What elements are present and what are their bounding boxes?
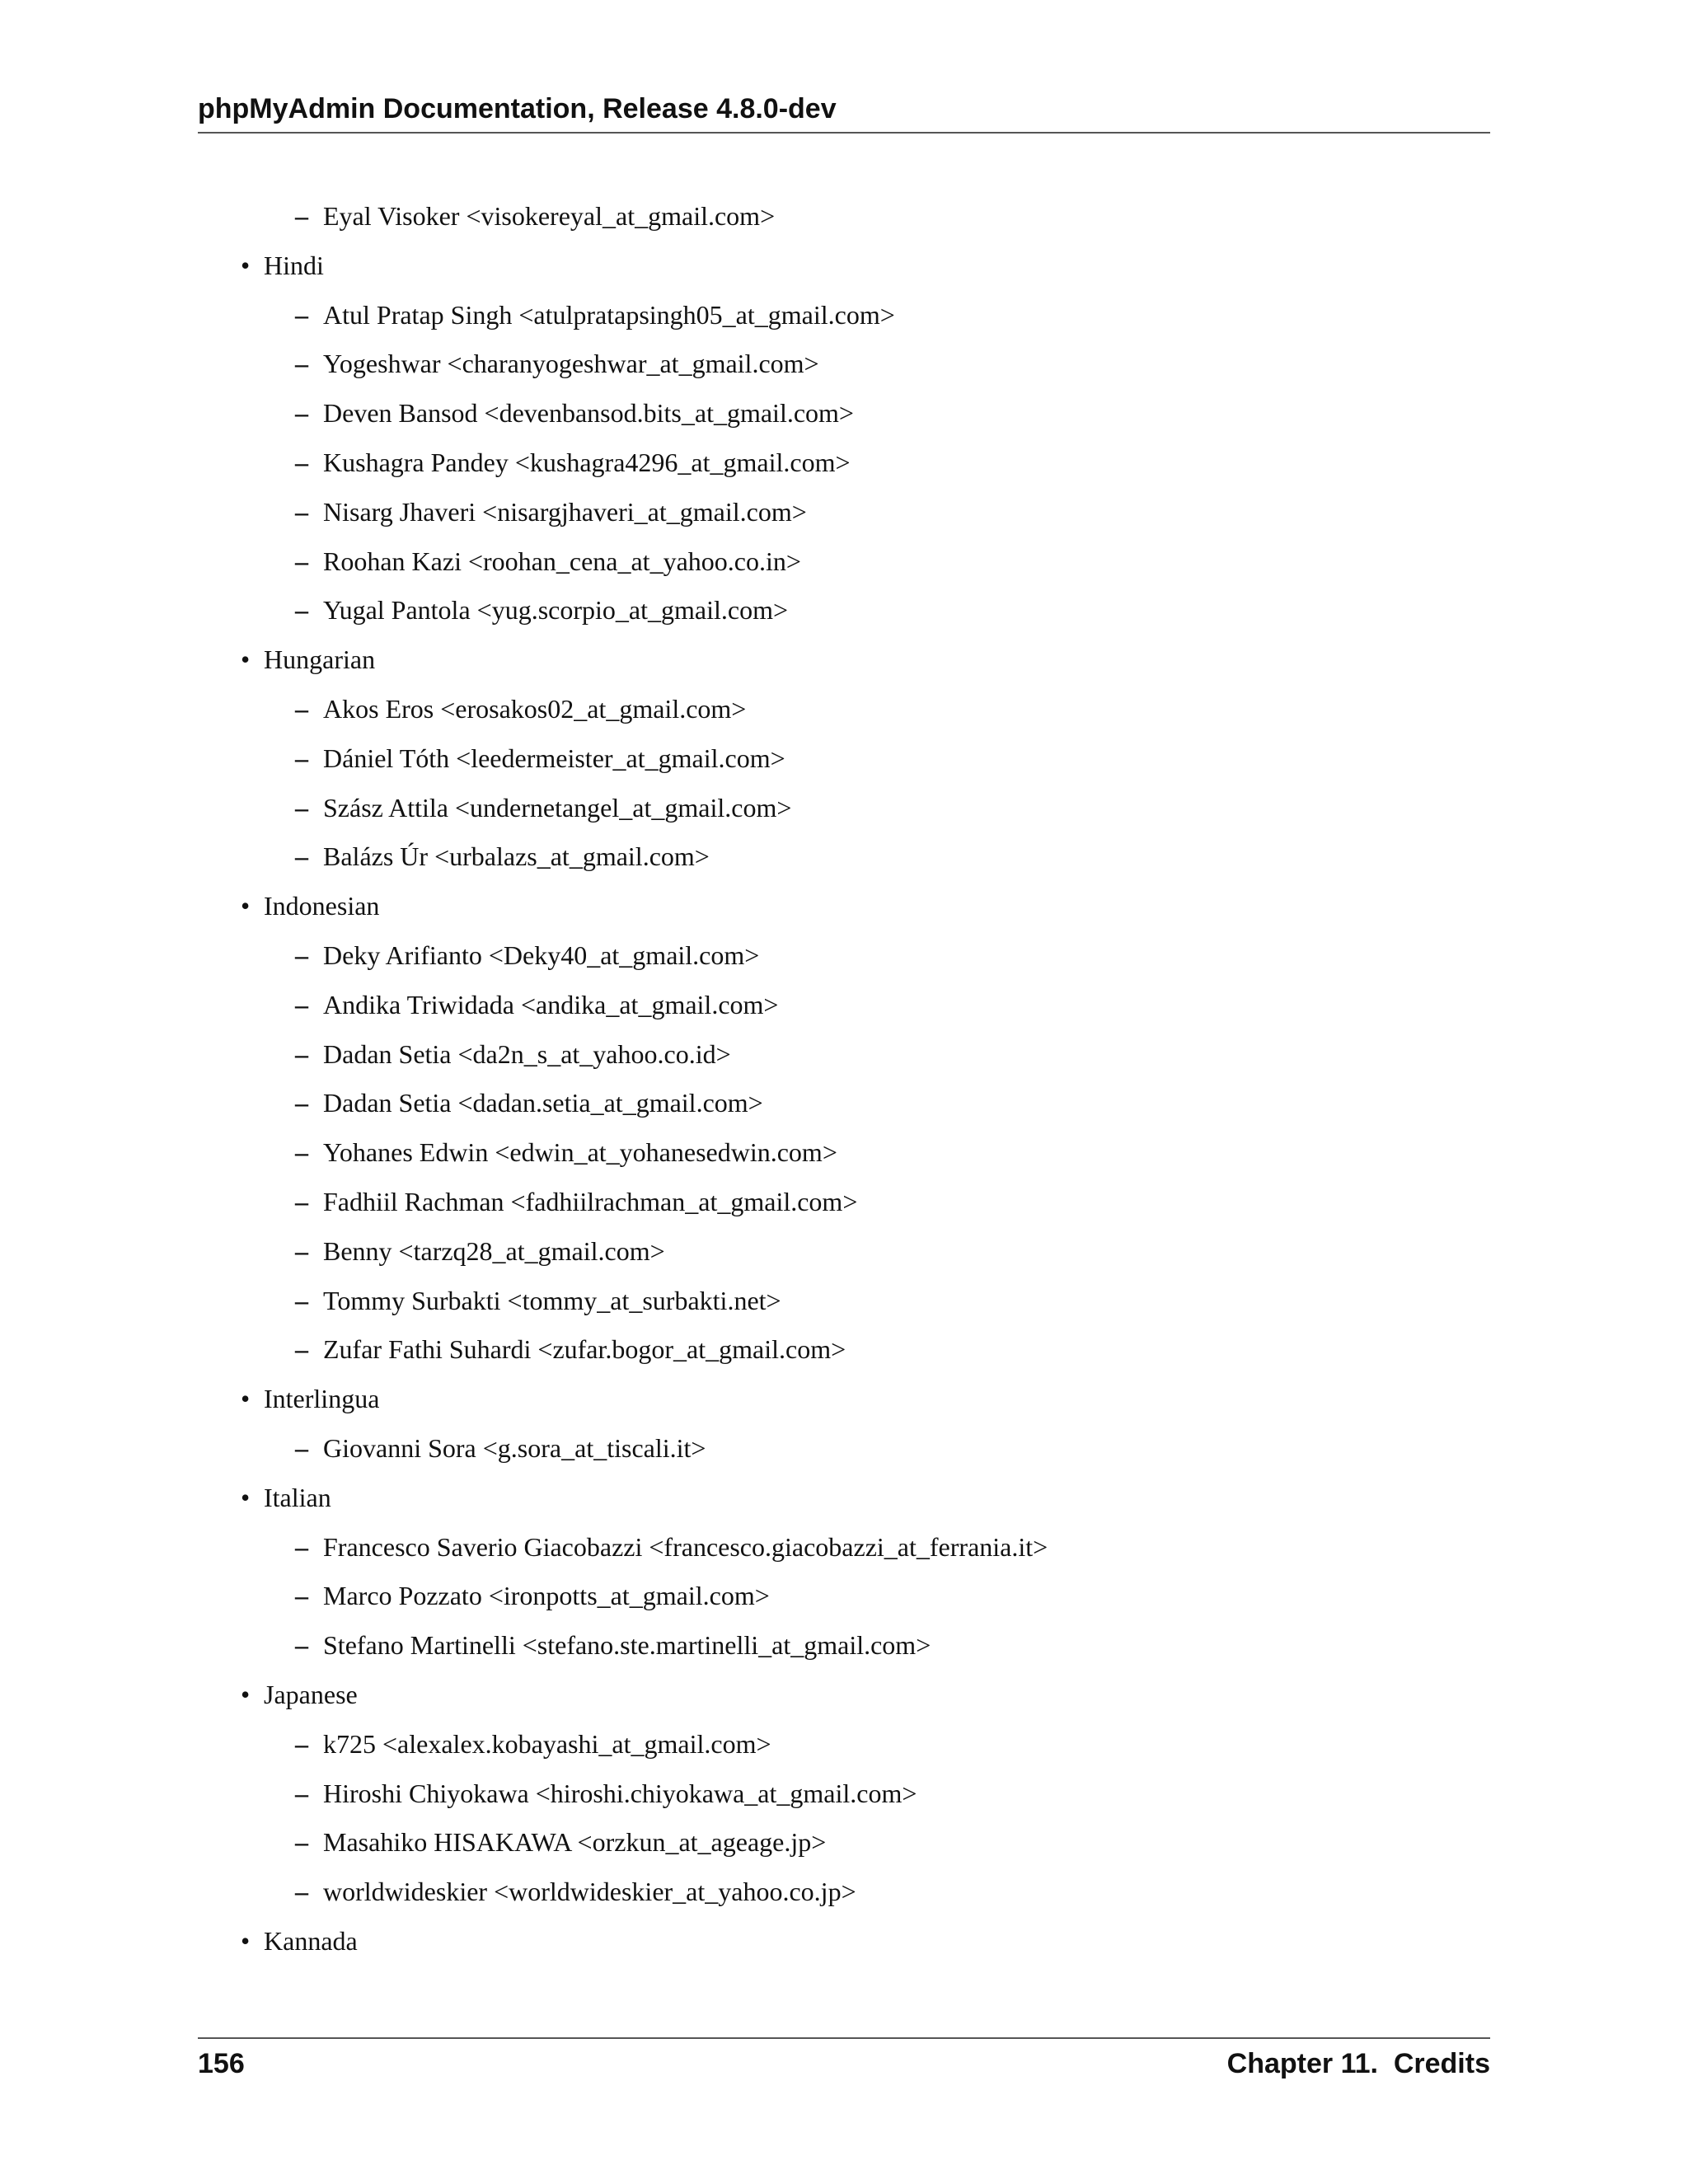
language-name: Italian [264,1483,331,1512]
translator-list-item [295,347,819,380]
translator-entry: Giovanni Sora <g.sora_at_tiscali.it> [323,1433,706,1463]
translator-entry: Dadan Setia <dadan.setia_at_gmail.com> [323,1088,763,1118]
dash-marker: – [295,448,308,477]
translator-list-item [295,1432,706,1465]
bullet-marker: • [241,1483,251,1512]
translator-entry: Dadan Setia <da2n_s_at_yahoo.co.id> [323,1039,731,1069]
language-list-item [241,1924,358,1957]
translator-list-item [295,1629,931,1661]
translator-entry: Yogeshwar <charanyogeshwar_at_gmail.com> [323,349,819,378]
translator-list-item [295,1185,858,1218]
dash-marker: – [295,1236,308,1266]
dash-marker: – [295,940,308,970]
language-name: Hungarian [264,644,376,674]
translator-list-item [295,298,895,331]
bullet-marker: • [241,891,251,921]
bullet-marker: • [241,1926,251,1956]
dash-marker: – [295,793,308,823]
translator-entry: Tommy Surbakti <tommy_at_surbakti.net> [323,1286,781,1315]
dash-marker: – [295,1286,308,1315]
dash-marker: – [295,1433,308,1463]
dash-marker: – [295,1039,308,1069]
translator-list-item [295,1825,827,1858]
translator-entry: Deky Arifianto <Deky40_at_gmail.com> [323,940,760,970]
translator-list-item [295,446,851,479]
dash-marker: – [295,1088,308,1118]
translator-entry: Andika Triwidada <andika_at_gmail.com> [323,990,779,1019]
language-list-item [241,1481,331,1514]
dash-marker: – [295,595,308,625]
translator-entry: Eyal Visoker <visokereyal_at_gmail.com> [323,201,776,231]
language-list-item [241,1678,358,1711]
dash-marker: – [295,841,308,871]
bullet-marker: • [241,251,251,280]
translator-entry: worldwideskier <worldwideskier_at_yahoo.co.jp> [323,1877,856,1906]
dash-marker: – [295,990,308,1019]
translator-list-item [295,1038,731,1071]
dash-marker: – [295,300,308,330]
translator-list-item [295,1777,917,1810]
translator-list-item [295,396,854,429]
page-header [198,91,1490,134]
translator-entry: Balázs Úr <urbalazs_at_gmail.com> [323,841,710,871]
translator-entry: Dániel Tóth <leedermeister_at_gmail.com> [323,743,785,773]
language-name: Kannada [264,1926,358,1956]
dash-marker: – [295,201,308,231]
translator-entry: Akos Eros <erosakos02_at_gmail.com> [323,694,747,724]
translator-entry: Deven Bansod <devenbansod.bits_at_gmail.com> [323,398,854,428]
translator-list-item [295,545,801,578]
translator-entry: Szász Attila <undernetangel_at_gmail.com> [323,793,792,823]
translator-entry: Fadhiil Rachman <fadhiilrachman_at_gmail.com> [323,1187,858,1216]
translator-list-item [295,1875,856,1908]
translator-entry: Masahiko HISAKAWA <orzkun_at_ageage.jp> [323,1827,827,1857]
translator-entry: Kushagra Pandey <kushagra4296_at_gmail.com> [323,448,851,477]
translator-list-item [295,1136,837,1169]
dash-marker: – [295,1532,308,1562]
dash-marker: – [295,1877,308,1906]
language-list-item [241,643,376,676]
bullet-marker: • [241,644,251,674]
translator-entry: Nisarg Jhaveri <nisargjhaveri_at_gmail.com> [323,497,807,527]
translator-list-item [295,742,785,775]
bullet-marker: • [241,1680,251,1709]
translator-list-item [295,1086,763,1119]
translator-entry: Hiroshi Chiyokawa <hiroshi.chiyokawa_at_gmail.com> [323,1779,917,1808]
language-name: Indonesian [264,891,380,921]
translator-list-item [295,1333,846,1366]
dash-marker: – [295,1827,308,1857]
dash-marker: – [295,546,308,576]
translator-list-item [295,495,807,528]
translator-list-item [295,199,776,232]
dash-marker: – [295,1729,308,1759]
dash-marker: – [295,743,308,773]
translator-entry: Zufar Fathi Suhardi <zufar.bogor_at_gmail.com> [323,1334,846,1364]
dash-marker: – [295,497,308,527]
dash-marker: – [295,1137,308,1167]
page-footer [198,2037,1490,2088]
translator-list-item [295,1530,1048,1563]
translator-list-item [295,692,747,725]
dash-marker: – [295,1334,308,1364]
translator-list-item [295,791,792,824]
dash-marker: – [295,1779,308,1808]
language-list-item [241,1382,380,1415]
language-name: Hindi [264,251,324,280]
translator-entry: Benny <tarzq28_at_gmail.com> [323,1236,665,1266]
translator-list-item [295,1284,781,1317]
language-list-item [241,249,324,282]
chapter-title: Chapter 11. Credits [1226,2048,1490,2079]
translator-entry: Atul Pratap Singh <atulpratapsingh05_at_gmail.com> [323,300,895,330]
translator-entry: Yugal Pantola <yug.scorpio_at_gmail.com> [323,595,788,625]
translator-entry: k725 <alexalex.kobayashi_at_gmail.com> [323,1729,771,1759]
translator-list-item [295,840,710,873]
dash-marker: – [295,398,308,428]
dash-marker: – [295,1581,308,1610]
translator-list-item [295,988,779,1021]
bullet-marker: • [241,1384,251,1413]
translator-list-item [295,1579,770,1612]
translator-list-item [295,939,760,972]
translator-entry: Roohan Kazi <roohan_cena_at_yahoo.co.in> [323,546,801,576]
translator-list-item [295,593,788,626]
translator-entry: Marco Pozzato <ironpotts_at_gmail.com> [323,1581,770,1610]
dash-marker: – [295,1187,308,1216]
translator-list-item [295,1727,771,1760]
language-list-item [241,889,380,922]
page-number: 156 [198,2048,245,2079]
language-name: Japanese [264,1680,358,1709]
document-title: phpMyAdmin Documentation, Release 4.8.0-dev [198,93,837,124]
translator-entry: Francesco Saverio Giacobazzi <francesco.giacobazzi_at_ferrania.it> [323,1532,1048,1562]
dash-marker: – [295,349,308,378]
language-name: Interlingua [264,1384,380,1413]
dash-marker: – [295,694,308,724]
translator-entry: Yohanes Edwin <edwin_at_yohanesedwin.com> [323,1137,837,1167]
translator-list-item [295,1235,665,1268]
translator-entry: Stefano Martinelli <stefano.ste.martinelli_at_gmail.com> [323,1630,931,1660]
dash-marker: – [295,1630,308,1660]
